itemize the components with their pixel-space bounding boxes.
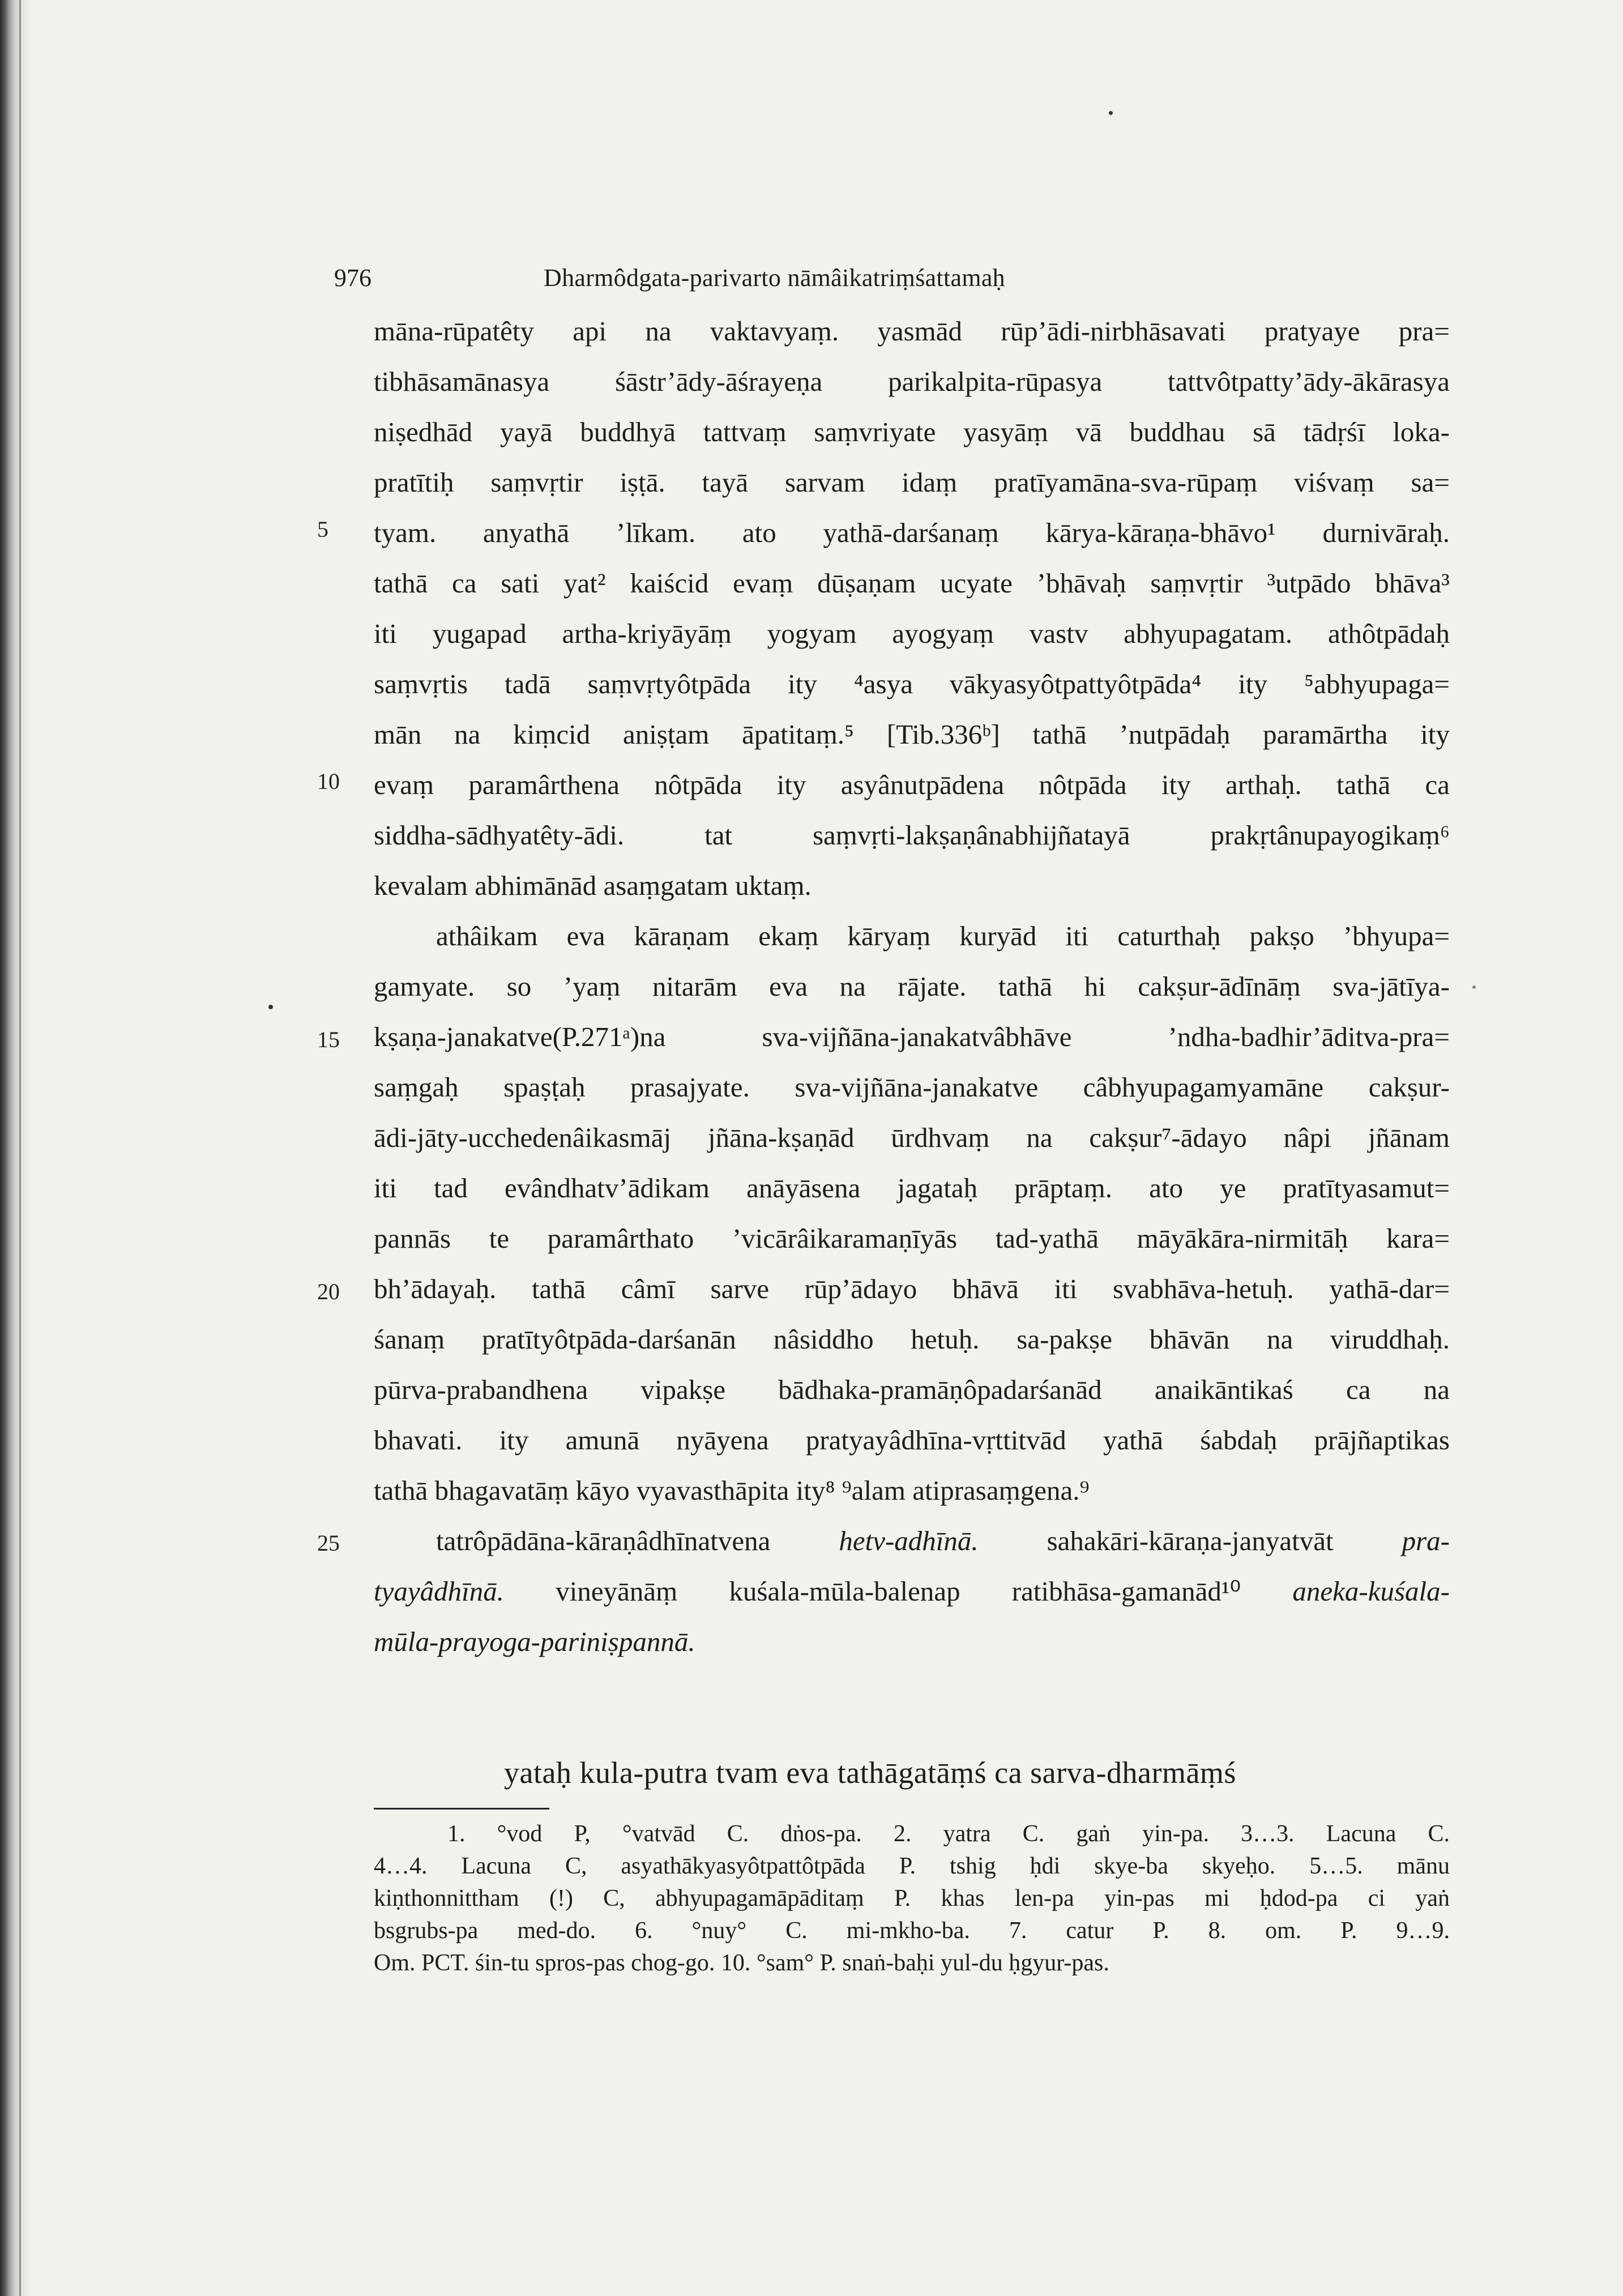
text-line: tibhāsamānasya śāstr’ādy-āśrayeṇa parikalpita-rūpasya tattvôtpatty’ādy-ākārasya [374, 366, 1450, 397]
footnote-line: 4…4. Lacuna C, asyathākyasyôtpattôtpāda P. tshig ḥdi skye-ba skyeḥo. 5…5. mānu [374, 1853, 1450, 1879]
text-segment: tatrôpādāna-kāraṇâdhīnatvena [436, 1525, 839, 1556]
text-line: kṣaṇa-janakatve(P.271ᵃ)na sva-vijñāna-janakatvâbhāve ’ndha-badhir’āditva-pra= [374, 1021, 1450, 1052]
text-line: iti tad evândhatv’ādikam anāyāsena jagataḥ prāptaṃ. ato ye pratītyasamut= [374, 1172, 1450, 1204]
footnote-rule [374, 1808, 549, 1810]
text-line [374, 1516, 1450, 1566]
page-header [334, 258, 1467, 298]
footnote-line: 1. °vod P, °vatvād C. dṅos-pa. 2. yatra C. gaṅ yin-pa. 3…3. Lacuna C. [447, 1821, 1450, 1847]
line-number-5: 5 [317, 517, 328, 542]
italic-term: hetv-adhīnā. [839, 1525, 979, 1556]
text-line: iti yugapad artha-kriyāyāṃ yogyam ayogyaṃ vastv abhyupagatam. athôtpādaḥ [374, 618, 1450, 649]
text-line [374, 1616, 1450, 1667]
text-line: gamyate. so ’yaṃ nitarām eva na rājate. tathā hi cakṣur-ādīnāṃ sva-jātīya- [374, 971, 1450, 1002]
text-line: saṃvṛtis tadā saṃvṛtyôtpāda ity ⁴asya vākyasyôtpattyôtpāda⁴ ity ⁵abhyupaga= [374, 668, 1450, 699]
text-line: ādi-jāty-ucchedenâikasmāj jñāna-kṣaṇād ūrdhvaṃ na cakṣur⁷-ādayo nâpi jñānam [374, 1122, 1450, 1153]
text-line: evaṃ paramârthena nôtpāda ity asyânutpādena nôtpāda ity arthaḥ. tathā ca [374, 769, 1450, 800]
text-line: pratītiḥ saṃvṛtir iṣṭā. tayā sarvam idaṃ pratīyamāna-sva-rūpaṃ viśvaṃ sa= [374, 467, 1450, 498]
italic-term: tyayâdhīnā. [374, 1576, 504, 1607]
text-line: bhavati. ity amunā nyāyena pratyayâdhīna-vṛttitvād yathā śabdaḥ prājñaptikas [374, 1424, 1450, 1456]
text-line: bh’ādayaḥ. tathā câmī sarve rūp’ādayo bhāvā iti svabhāva-hetuḥ. yathā-dar= [374, 1273, 1450, 1304]
text-line: siddha-sādhyatêty-ādi. tat saṃvṛti-lakṣaṇânabhijñatayā prakṛtânupayogikaṃ⁶ [374, 820, 1450, 851]
page-number: 976 [334, 264, 371, 292]
footnote-line: Om. PCT. śin-tu spros-pas chog-go. 10. °sam° P. snaṅ-baḥi yul-du ḥgyur-pas. [374, 1950, 1109, 1976]
scan-speck [1109, 111, 1113, 115]
text-line: niṣedhād yayā buddhyā tattvaṃ saṃvriyate yasyāṃ vā buddhau sā tādṛśī loka- [374, 416, 1450, 447]
main-text [374, 306, 1450, 1667]
text-line: pūrva-prabandhena vipakṣe bādhaka-pramāṇôpadarśanād anaikāntikaś ca na [374, 1374, 1450, 1405]
footnote-line: kiṇthonnittham (!) C, abhyupagamāpāditaṃ P. khas len-pa yin-pas mi ḥdod-pa ci yaṅ [374, 1885, 1450, 1911]
text-line: mān na kiṃcid aniṣṭam āpatitaṃ.⁵ [Tib.336ᵇ] tathā ’nutpādaḥ paramārtha ity [374, 719, 1450, 750]
text-line: kevalam abhimānād asaṃgatam uktaṃ. [374, 870, 812, 901]
text-line: athâikam eva kāraṇam ekaṃ kāryaṃ kuryād iti caturthaḥ pakṣo ’bhyupa= [436, 920, 1450, 951]
running-title: Dharmôdgata-parivarto nāmâikatriṃśattamaḥ [544, 264, 1005, 292]
text-line [374, 1566, 1450, 1616]
line-number-10: 10 [317, 769, 340, 794]
scan-speck [1472, 985, 1476, 989]
text-line: śanaṃ pratītyôtpāda-darśanān nâsiddho hetuḥ. sa-pakṣe bhāvān na viruddhaḥ. [374, 1324, 1450, 1355]
text-line: māna-rūpatêty api na vaktavyaṃ. yasmād rūp’ādi-nirbhāsavati pratyaye pra= [374, 315, 1450, 347]
italic-term: pra- [1402, 1525, 1450, 1556]
line-number-15: 15 [317, 1027, 340, 1052]
text-segment: sahakāri-kāraṇa-janyatvāt [978, 1525, 1402, 1556]
text-line: tathā ca sati yat² kaiścid evaṃ dūṣaṇam ucyate ’bhāvaḥ saṃvṛtir ³utpādo bhāva³ [374, 567, 1450, 599]
footnotes [374, 1818, 1450, 1979]
text-line: tyam. anyathā ’līkam. ato yathā-darśanaṃ kārya-kāraṇa-bhāvo¹ durnivāraḥ. [374, 517, 1450, 548]
italic-term: aneka-kuśala- [1292, 1576, 1450, 1607]
sutra-line: yataḥ kula-putra tvam eva tathāgatāṃś ca sarva-dharmāṃś [504, 1756, 1236, 1790]
text-line: saṃgaḥ spaṣṭaḥ prasajyate. sva-vijñāna-janakatve câbhyupagamyamāne cakṣur- [374, 1072, 1450, 1103]
text-line: pannās te paramârthato ’vicārâikaramaṇīyās tad-yathā māyākāra-nirmitāḥ kara= [374, 1223, 1450, 1254]
line-number-25: 25 [317, 1530, 340, 1556]
italic-term: mūla-prayoga-pariniṣpannā. [374, 1626, 695, 1657]
line-number-20: 20 [317, 1279, 340, 1304]
text-segment: vineyānāṃ kuśala-mūla-balenap ratibhāsa-gamanād¹⁰ [503, 1576, 1293, 1607]
text-line: tathā bhagavatāṃ kāyo vyavasthāpita ity⁸ ⁹alam atiprasaṃgena.⁹ [374, 1475, 1090, 1506]
footnote-line: bsgrubs-pa med-do. 6. °nuy° C. mi-mkho-ba. 7. catur P. 8. om. P. 9…9. [374, 1918, 1450, 1944]
scan-speck [268, 1005, 273, 1009]
